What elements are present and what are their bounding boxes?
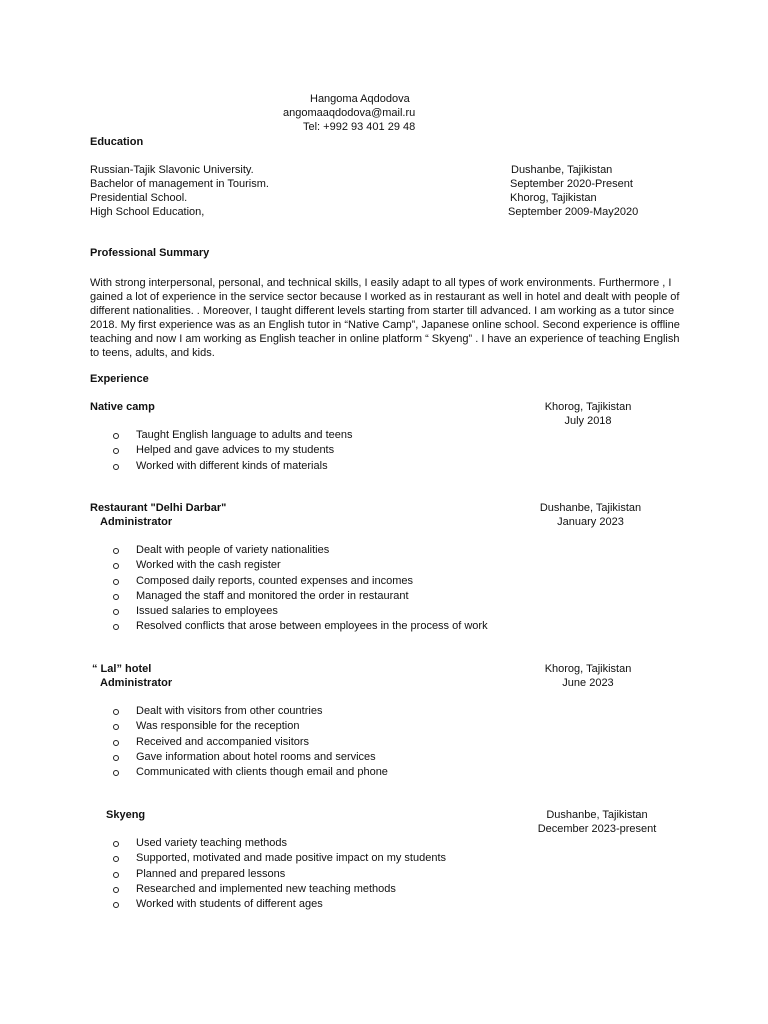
bullet-circle-icon	[113, 770, 119, 776]
education-row-right: Dushanbe, Tajikistan	[511, 164, 613, 176]
list-item: Received and accompanied visitors	[113, 735, 388, 750]
job-role: Administrator	[100, 677, 173, 689]
bullet-circle-icon	[113, 579, 119, 585]
job-title: “ Lal” hotel	[92, 663, 152, 675]
education-row-left: Presidential School.	[90, 192, 188, 204]
list-item: Worked with different kinds of materials	[113, 459, 353, 474]
job-date: June 2023	[562, 677, 614, 689]
resume-phone: Tel: +992 93 401 29 48	[303, 121, 416, 133]
education-row-right: Khorog, Tajikistan	[510, 192, 597, 204]
list-item: Communicated with clients though email and phone	[113, 765, 388, 780]
bullet-circle-icon	[113, 841, 119, 847]
education-row-right: September 2009-May2020	[508, 206, 639, 218]
education-row-left: Bachelor of management in Tourism.	[90, 178, 269, 190]
list-item: Used variety teaching methods	[113, 836, 446, 851]
bullet-circle-icon	[113, 448, 119, 454]
job-bullet-list	[113, 543, 488, 635]
education-row-right: September 2020-Present	[510, 178, 633, 190]
job-location: Dushanbe, Tajikistan	[539, 502, 642, 514]
list-item: Was responsible for the reception	[113, 719, 388, 734]
bullet-circle-icon	[113, 902, 119, 908]
bullet-circle-icon	[113, 433, 119, 439]
list-item: Managed the staff and monitored the order in restaurant	[113, 589, 488, 604]
list-item: Worked with students of different ages	[113, 897, 446, 912]
job-role: Administrator	[100, 516, 173, 528]
education-heading: Education	[90, 136, 144, 148]
bullet-circle-icon	[113, 755, 119, 761]
experience-heading: Experience	[90, 373, 149, 385]
job-title: Skyeng	[106, 809, 146, 821]
list-item: Dealt with visitors from other countries	[113, 704, 388, 719]
bullet-circle-icon	[113, 548, 119, 554]
list-item: Taught English language to adults and teens	[113, 428, 353, 443]
bullet-circle-icon	[113, 563, 119, 569]
resume-email: angomaaqdodova@mail.ru	[283, 107, 416, 119]
summary-heading: Professional Summary	[90, 247, 210, 259]
job-location: Khorog, Tajikistan	[544, 401, 632, 413]
bullet-circle-icon	[113, 856, 119, 862]
job-location: Khorog, Tajikistan	[544, 663, 632, 675]
bullet-circle-icon	[113, 872, 119, 878]
job-bullet-list	[113, 428, 353, 474]
list-item: Resolved conflicts that arose between employees in the process of work	[113, 619, 488, 634]
list-item: Supported, motivated and made positive impact on my students	[113, 851, 446, 866]
list-item: Dealt with people of variety nationalities	[113, 543, 488, 558]
job-title: Restaurant "Delhi Darbar"	[90, 502, 227, 514]
bullet-circle-icon	[113, 724, 119, 730]
job-bullet-list	[113, 704, 388, 780]
bullet-circle-icon	[113, 594, 119, 600]
list-item: Worked with the cash register	[113, 558, 488, 573]
bullet-circle-icon	[113, 740, 119, 746]
job-bullet-list	[113, 836, 446, 912]
job-date: July 2018	[564, 415, 612, 427]
list-item: Researched and implemented new teaching methods	[113, 882, 446, 897]
resume-name: Hangoma Aqdodova	[310, 93, 410, 105]
bullet-circle-icon	[113, 609, 119, 615]
job-date: January 2023	[557, 516, 624, 528]
bullet-circle-icon	[113, 624, 119, 630]
bullet-circle-icon	[113, 887, 119, 893]
bullet-circle-icon	[113, 709, 119, 715]
education-row-left: High School Education,	[90, 206, 205, 218]
list-item: Issued salaries to employees	[113, 604, 488, 619]
bullet-circle-icon	[113, 464, 119, 470]
list-item: Helped and gave advices to my students	[113, 443, 353, 458]
job-title: Native camp	[90, 401, 155, 413]
list-item: Composed daily reports, counted expenses and incomes	[113, 574, 488, 589]
list-item: Gave information about hotel rooms and services	[113, 750, 388, 765]
job-date: December 2023-present	[537, 823, 657, 835]
education-row-left: Russian-Tajik Slavonic University.	[90, 164, 254, 176]
job-location: Dushanbe, Tajikistan	[546, 809, 648, 821]
summary-text: With strong interpersonal, personal, and technical skills, I easily adapt to all types of work environments. Furthermore , I gained a lot of experience in the service sector because I worked as in restaurant as well in hotel and dealt with people of different nationalities. . Moreover, I taught different levels starting from starter till advanced. I am working as a tutor since 2018. My first experience was as an English tutor in “Native Camp”, Japanese online school. Second experience is offline teaching and now I am working as English teacher in online platform “ Skyeng” . I have an experience of teaching English to teens, adults, and kids.	[90, 277, 680, 359]
list-item: Planned and prepared lessons	[113, 867, 446, 882]
